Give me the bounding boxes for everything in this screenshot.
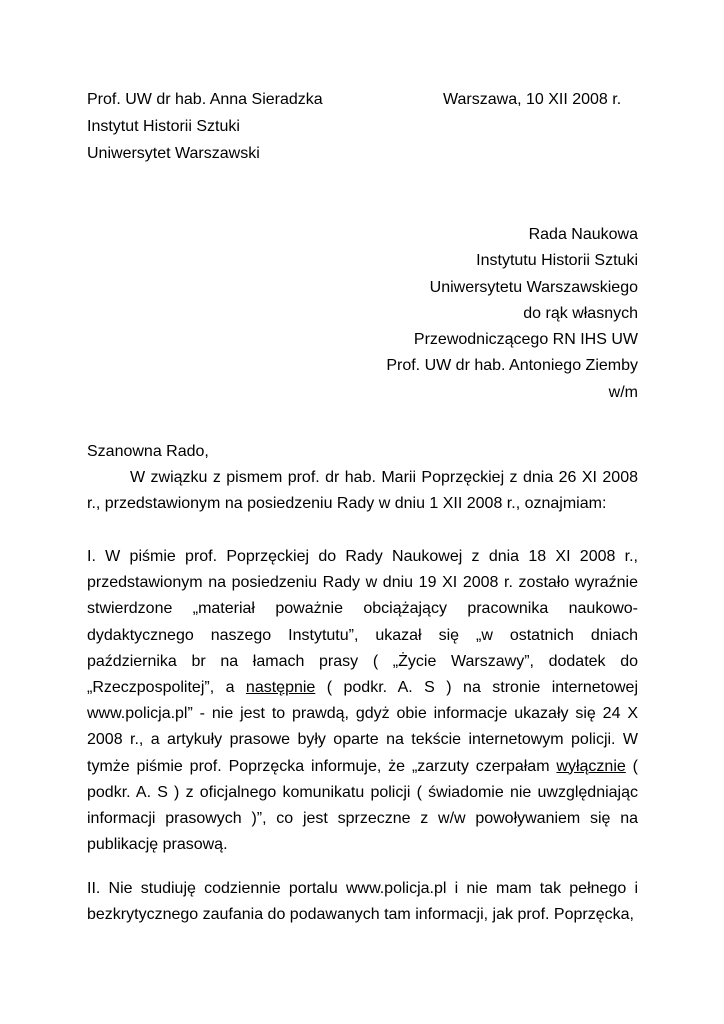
recipient-line: Przewodniczącego RN IHS UW [413,331,638,349]
paragraph-text: ( podkr. A. S ) na stronie internetowej www.policja.pl” - nie jest to prawdą, gdyż obie informacje ukazały się 24 X 2008 r., a artykuły prasowe były oparte na tekście internetowym policji. W tymże piśmie prof. Poprzęcka informuje, że „zarzuty czerpałam [87,679,638,775]
recipient-line: Rada Naukowa [528,226,638,243]
paragraph-text: I. W piśmie prof. Poprzęckiej do Rady Naukowej z dnia 18 XI 2008 r., przedstawionym na posiedzeniu Rady w dniu 19 XI 2008 r. zostało wyraźnie stwierdzone „materiał poważnie obciążający pracownika naukowo-dydaktycznego naszego Instytutu”, ukazał się „w ostatnich dniach października br na łamach prasy ( „Życie Warszawy”, dodatek do „Rzeczpospolitej”, a [87,548,638,697]
recipient-line: w/m [608,383,638,401]
greeting: Szanowna Rado, [87,443,209,460]
paragraph-1 [87,544,638,858]
sender-name: Prof. UW dr hab. Anna Sieradzka [87,91,323,108]
recipient-line: Uniwersytetu Warszawskiego [429,278,638,296]
recipient-line: Prof. UW dr hab. Antoniego Ziemby [386,357,638,375]
underlined-word: następnie [245,679,316,697]
underlined-word: wyłącznie [556,757,626,775]
paragraph-text: ( podkr. A. S ) z oficjalnego komunikatu policji ( świadomie nie uwzględniając informacji prasowych )”, co jest sprzeczne z w/w powoływaniem się na publikację prasową. [87,757,638,854]
recipient-line: do rąk własnych [523,304,638,322]
paragraph-2: II. Nie studiuję codziennie portalu www.policja.pl i nie mam tak pełnego i bezkrytycznego zaufania do podawanych tam informacji, jak prof. Poprzęcka, [87,880,638,924]
letter-date: Warszawa, 10 XII 2008 r. [443,91,622,108]
sender-university: Uniwersytet Warszawski [87,145,260,162]
recipient-line: Instytutu Historii Sztuki [476,252,638,270]
sender-institute: Instytut Historii Sztuki [87,118,240,135]
intro-paragraph: W związku z pismem prof. dr hab. Marii Poprzęckiej z dnia 26 XI 2008 r., przedstawionym na posiedzeniu Rady w dniu 1 XII 2008 r., oznajmiam: [87,469,638,513]
sender-block [87,86,323,167]
recipient-block [386,222,638,406]
